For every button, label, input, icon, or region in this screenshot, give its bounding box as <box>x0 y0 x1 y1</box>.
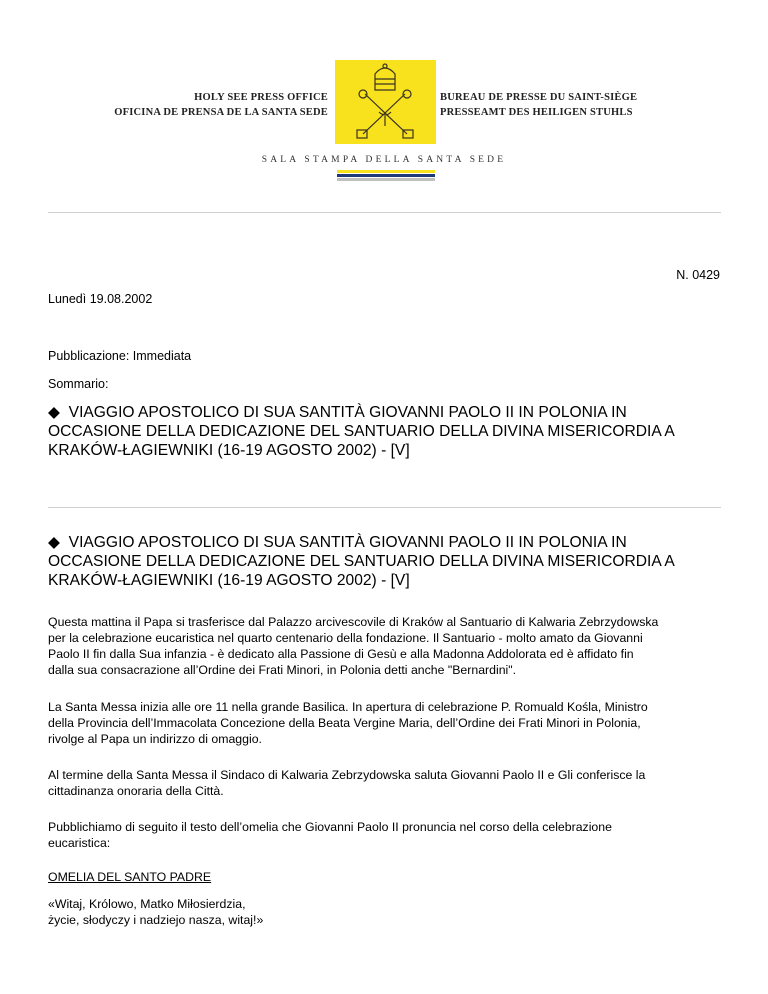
bulletin-date: Lunedì 19.08.2002 <box>48 292 153 306</box>
header-left-line1: HOLY SEE PRESS OFFICE <box>194 92 328 103</box>
bulletin-number: N. 0429 <box>676 268 720 282</box>
paragraph-line: cittadinanza onoraria della Città. <box>48 784 224 798</box>
homily-quote <box>48 896 728 928</box>
header-left-line2: OFICINA DE PRENSA DE LA SANTA SEDE <box>114 107 328 118</box>
article-title-line2: OCCASIONE DELLA DEDICAZIONE DEL SANTUARIO DELLA DIVINA MISERICORDIA A <box>48 553 675 570</box>
quote-line: «Witaj, Królowo, Matko Miłosierdzia, <box>48 897 246 911</box>
flag-stripe-blue <box>337 174 435 177</box>
diamond-bullet-icon: ◆ <box>48 404 60 421</box>
divider-middle <box>48 507 721 508</box>
paragraph-line: per la celebrazione eucaristica nel quarto centenario della fondazione. Il Santuario - molto amato da Giovanni <box>48 631 643 645</box>
paragraph-4 <box>48 819 728 851</box>
holy-see-emblem <box>335 60 436 144</box>
paragraph-line: Pubblichiamo di seguito il testo dell’omelia che Giovanni Paolo II pronuncia nel corso della celebrazione <box>48 820 612 834</box>
sala-stampa-title: SALA STAMPA DELLA SANTA SEDE <box>261 155 507 165</box>
publication-status: Pubblicazione: Immediata <box>48 349 192 363</box>
divider-top <box>48 212 721 213</box>
header-right-line1: BUREAU DE PRESSE DU SAINT-SIÈGE <box>440 92 638 103</box>
article-title <box>48 533 728 590</box>
article-title-line1: VIAGGIO APOSTOLICO DI SUA SANTITÀ GIOVANNI PAOLO II IN POLONIA IN <box>68 534 627 551</box>
paragraph-line: della Provincia dell’Immacolata Concezione della Beata Vergine Maria, dell’Ordine dei Frati Minori in Polonia, <box>48 716 641 730</box>
paragraph-line: rivolge al Papa un indirizzo di omaggio. <box>48 732 262 746</box>
paragraph-line: Questa mattina il Papa si trasferisce dal Palazzo arcivescovile di Kraków al Santuario di Kalwaria Zebrzydowska <box>48 615 659 629</box>
paragraph-2 <box>48 699 728 747</box>
quote-line: życie, słodyczy i nadziejo nasza, witaj!» <box>48 913 264 927</box>
summary-title-line1: VIAGGIO APOSTOLICO DI SUA SANTITÀ GIOVANNI PAOLO II IN POLONIA IN <box>68 404 627 421</box>
papal-keys-icon <box>335 60 436 144</box>
flag-stripe-grey <box>337 178 435 181</box>
flag-stripes <box>337 170 435 182</box>
paragraph-1 <box>48 614 728 678</box>
summary-title-line3: KRAKÓW-ŁAGIEWNIKI (16-19 AGOSTO 2002) - [V] <box>48 442 410 459</box>
summary-title-line2: OCCASIONE DELLA DEDICAZIONE DEL SANTUARIO DELLA DIVINA MISERICORDIA A <box>48 423 675 440</box>
header-right-line2: PRESSEAMT DES HEILIGEN STUHLS <box>440 107 633 118</box>
paragraph-line: eucaristica: <box>48 836 111 850</box>
paragraph-line: La Santa Messa inizia alle ore 11 nella grande Basilica. In apertura di celebrazione P. Romuald Kośla, Ministro <box>48 700 648 714</box>
flag-stripe-yellow <box>337 170 435 173</box>
paragraph-line: Al termine della Santa Messa il Sindaco di Kalwaria Zebrzydowska saluta Giovanni Paolo II e Gli conferisce la <box>48 768 646 782</box>
homily-heading-link[interactable]: OMELIA DEL SANTO PADRE <box>48 870 212 884</box>
paragraph-3 <box>48 767 728 799</box>
diamond-bullet-icon: ◆ <box>48 534 60 551</box>
article-title-line3: KRAKÓW-ŁAGIEWNIKI (16-19 AGOSTO 2002) - [V] <box>48 572 410 589</box>
press-office-header <box>0 0 768 200</box>
summary-link[interactable] <box>48 403 728 460</box>
paragraph-line: Paolo II fin dalla Sua infanzia - è dedicato alla Passione di Gesù e alla Madonna Addolorata ed è affidato fin <box>48 647 634 661</box>
summary-label: Sommario: <box>48 377 109 391</box>
paragraph-line: dalla sua consacrazione all’Ordine dei Frati Minori, in Polonia detti anche "Bernardini". <box>48 663 517 677</box>
